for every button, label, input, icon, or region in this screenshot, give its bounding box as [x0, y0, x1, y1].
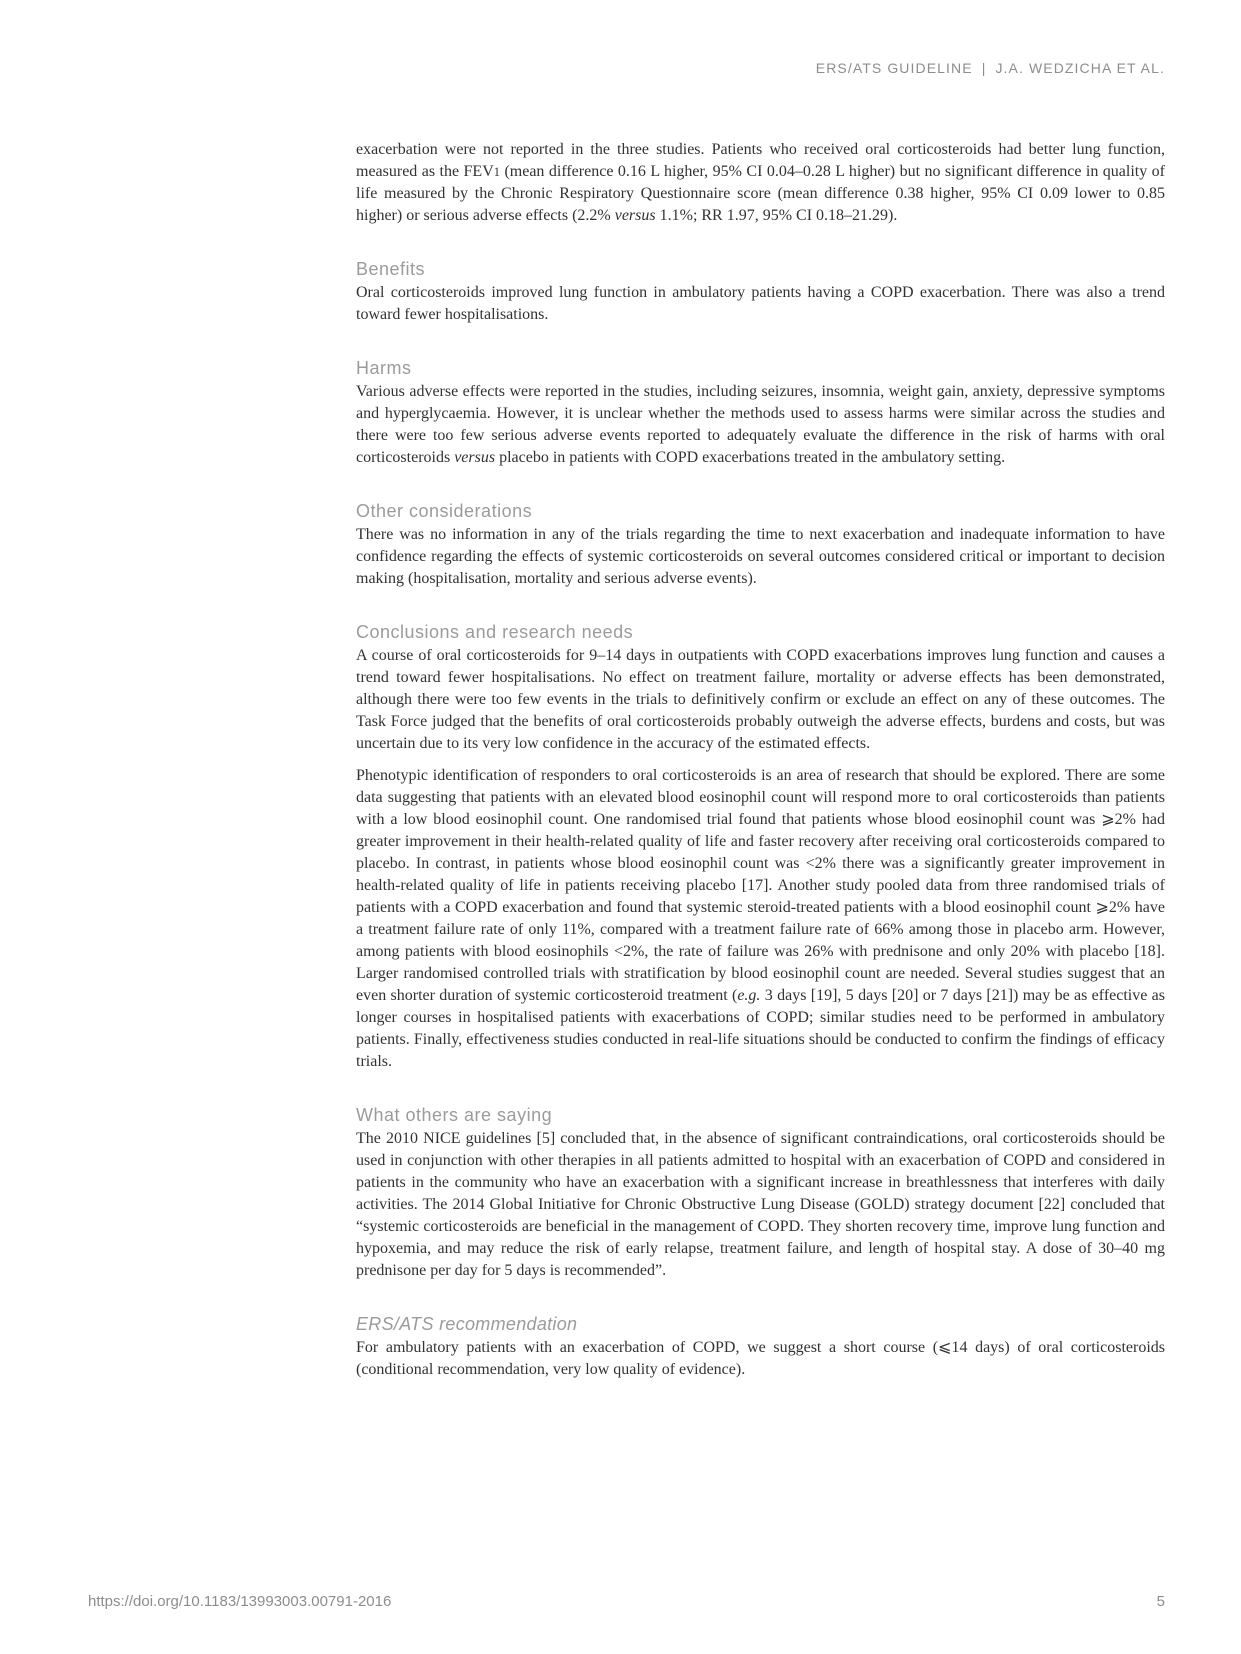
heading-benefits: Benefits — [356, 259, 426, 279]
doi-link[interactable]: https://doi.org/10.1183/13993003.00791-2016 — [88, 1593, 392, 1610]
page-footer — [88, 1593, 1165, 1610]
paragraph: Phenotypic identification of responders to oral corticosteroids is an area of research that should be explored. There are some data suggesting that patients with an elevated blood eosinophil count will respond more to oral corticosteroids than patients with a low blood eosinophil count. One randomised trial found that patients whose blood eosinophil count was ⩾2% had greater improvement in their health-related quality of life and faster recovery after receiving oral corticosteroids compared to placebo. In contrast, in patients whose blood eosinophil count was <2% there was a significantly greater improvement in health-related quality of life in patients receiving placebo [17]. Another study pooled data from three randomised trials of patients with a COPD exacerbation and found that systemic steroid-treated patients with a blood eosinophil count ⩾2% have a treatment failure rate of only 11%, compared with a treatment failure rate of 66% among those in placebo arm. However, among patients with blood eosinophils <2%, the rate of failure was 26% with prednisone and only 20% with placebo [18]. Larger randomised controlled trials with stratification by blood eosinophil count are needed. Several studies suggest that an even shorter duration of systemic corticosteroid treatment (e.g. 3 days [19], 5 days [20] or 7 days [21]) may be as effective as longer courses in hospitalised patients with exacerbations of COPD; similar studies need to be performed in ambulatory patients. Finally, effectiveness studies conducted in real-life situations should be conducted to confirm the findings of efficacy trials. — [356, 767, 1166, 1070]
running-head-authors: J.A. WEDZICHA ET AL. — [995, 60, 1165, 76]
running-head — [816, 60, 1165, 76]
heading-harms: Harms — [356, 358, 412, 378]
section-what-others-are-saying — [356, 1105, 1165, 1282]
paragraph: Oral corticosteroids improved lung function in ambulatory patients having a COPD exacerbation. There was also a trend toward fewer hospitalisations. — [356, 284, 1165, 323]
section-benefits — [356, 259, 1165, 326]
heading-other-considerations: Other considerations — [356, 501, 533, 521]
page-number: 5 — [1156, 1593, 1165, 1610]
paragraph: Various adverse effects were reported in the studies, including seizures, insomnia, weight gain, anxiety, depressive symptoms and hyperglycaemia. However, it is unclear whether the methods used to assess harms were similar across the studies and there were too few serious adverse events reported to adequately evaluate the difference in the risk of harms with oral corticosteroids versus placebo in patients with COPD exacerbations treated in the ambulatory setting. — [356, 383, 1165, 466]
section-intro — [356, 139, 1165, 227]
paragraph: The 2010 NICE guidelines [5] concluded that, in the absence of significant contraindications, oral corticosteroids should be used in conjunction with other therapies in all patients admitted to hospital with an exacerbation of COPD and considered in patients in the community who have an exacerbation with a significant increase in breathlessness that interferes with daily activities. The 2014 Global Initiative for Chronic Obstructive Lung Disease (GOLD) strategy document [22] concluded that “systemic corticosteroids are beneficial in the management of COPD. They shorten recovery time, improve lung function and hypoxemia, and may reduce the risk of early relapse, treatment failure, and length of hospital stay. A dose of 30–40 mg prednisone per day for 5 days is recommended”. — [356, 1130, 1165, 1279]
paragraph: exacerbation were not reported in the three studies. Patients who received oral corticosteroids had better lung function, measured as the FEV1 (mean difference 0.16 L higher, 95% CI 0.04–0.28 L higher) but no significant difference in quality of life measured by the Chronic Respiratory Questionnaire score (mean difference 0.38 higher, 95% CI 0.09 lower to 0.85 higher) or serious adverse effects (2.2% versus 1.1%; RR 1.97, 95% CI 0.18–21.29). — [356, 141, 1166, 224]
section-recommendation — [356, 1314, 1165, 1381]
paragraph: There was no information in any of the trials regarding the time to next exacerbation and inadequate information to have confidence regarding the effects of systemic corticosteroids on several outcomes considered critical or important to decision making (hospitalisation, mortality and serious adverse events). — [356, 526, 1165, 587]
paragraph: For ambulatory patients with an exacerbation of COPD, we suggest a short course (⩽14 days) of oral corticosteroids (conditional recommendation, very low quality of evidence). — [356, 1339, 1165, 1378]
section-harms — [356, 358, 1165, 469]
paragraph: A course of oral corticosteroids for 9–14 days in outpatients with COPD exacerbations improves lung function and causes a trend toward fewer hospitalisations. No effect on treatment failure, mortality or adverse effects has been demonstrated, although there were too few events in the trials to definitively confirm or exclude an effect on any of these outcomes. The Task Force judged that the benefits of oral corticosteroids probably outweigh the adverse effects, burdens and costs, but was uncertain due to its very low confidence in the accuracy of the estimated effects. — [356, 647, 1165, 752]
section-conclusions — [356, 622, 1165, 1073]
heading-conclusions: Conclusions and research needs — [356, 622, 634, 642]
heading-recommendation: ERS/ATS recommendation — [356, 1314, 578, 1334]
heading-what-others-are-saying: What others are saying — [356, 1105, 553, 1125]
running-head-guideline: ERS/ATS GUIDELINE — [815, 60, 973, 76]
article-body — [356, 139, 1165, 1381]
section-other-considerations — [356, 501, 1165, 590]
running-head-separator: | — [981, 60, 987, 76]
